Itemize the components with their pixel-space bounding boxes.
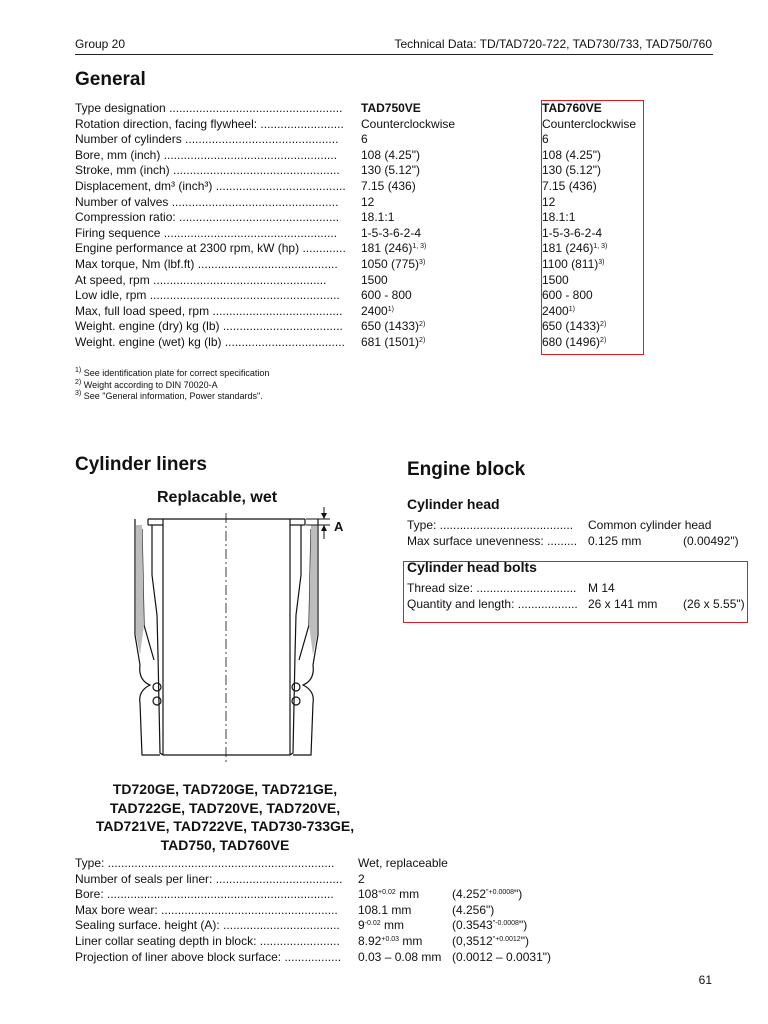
- value-text: 600 - 800: [542, 288, 593, 303]
- general-heading: General: [75, 69, 146, 90]
- tolerance: "+0.0012: [492, 936, 521, 943]
- metric-value: 0.125 mm: [588, 534, 642, 548]
- footnote-ref: 2): [600, 337, 607, 344]
- value-text: 7.15 (436): [361, 179, 416, 193]
- value-text: 1-5-3-6-2-4: [361, 225, 422, 240]
- tad750ve-value: [361, 334, 425, 350]
- value-text: 2: [358, 871, 365, 886]
- value-text: (4.256"): [452, 902, 495, 917]
- tad750ve-value: [361, 194, 374, 210]
- value-text: 181 (246): [542, 241, 594, 256]
- value-text: 181 (246): [361, 241, 413, 256]
- cylinder-liner-drawing: [130, 505, 355, 770]
- header-group: Group 20: [75, 37, 126, 51]
- value-text: 7.15 (436): [542, 179, 597, 193]
- spec-label: Type: ....................................................................: [75, 856, 335, 870]
- tad760ve-highlight-box: [541, 100, 644, 355]
- metric-value: [358, 917, 404, 933]
- footnote-ref: 1): [387, 305, 394, 313]
- dimension-a-label: A: [334, 519, 344, 534]
- value-text: 681 (1501): [361, 335, 420, 349]
- footnote-ref: 1, 3): [412, 243, 427, 251]
- tad750ve-value: [361, 209, 394, 225]
- header-title: Technical Data: TD/TAD720-722, TAD730/733, TAD750/760: [394, 37, 712, 51]
- spec-label: Type designation ....................................................: [75, 101, 343, 115]
- tad750ve-value: [361, 225, 421, 241]
- value-text: (0.0012 – 0.0031"): [452, 949, 551, 964]
- tad750ve-value: [361, 256, 425, 272]
- value-text: 1-5-3-6-2-4: [542, 225, 603, 240]
- value-text: 650 (1433): [542, 319, 601, 334]
- footnote: [75, 380, 218, 390]
- footnote-ref: 1): [568, 305, 575, 313]
- footnote-ref: 2): [600, 321, 607, 329]
- header-rule: [75, 54, 713, 55]
- tad750ve-value: [361, 272, 388, 288]
- value-text: 600 - 800: [361, 288, 412, 303]
- imperial-value: (26 x 5.55"): [683, 597, 745, 611]
- imperial-value: [452, 917, 527, 933]
- value-text: TAD760VE: [542, 101, 602, 115]
- footnote: [75, 391, 263, 401]
- tolerance: +0.02: [378, 889, 396, 897]
- spec-label: Engine performance at 2300 rpm, kW (hp) .............: [75, 241, 346, 256]
- spec-label: Type: ........................................: [407, 518, 574, 532]
- tolerance: "+0.0008: [486, 889, 515, 897]
- spec-label: Displacement, dm³ (inch³) .......................................: [75, 179, 346, 193]
- model-line: TD720GE, TAD720GE, TAD721GE,: [112, 781, 338, 797]
- value-text: 1500: [542, 272, 569, 287]
- tad750ve-value: [361, 178, 416, 194]
- footnote-ref: 3): [419, 259, 426, 266]
- value-text: 18.1:1: [361, 210, 395, 225]
- footnote-ref: 1, 3): [593, 243, 608, 251]
- metric-value: M 14: [588, 581, 615, 595]
- imperial-value: [452, 949, 551, 965]
- tad750ve-value: [361, 116, 455, 132]
- value-text: 2400: [361, 303, 388, 318]
- value-text: 0.03 – 0.08 mm: [358, 949, 442, 964]
- spec-label: Bore, mm (inch) ....................................................: [75, 147, 338, 162]
- value-text: Wet, replaceable: [358, 856, 448, 870]
- cylinder-head-bolts-heading: Cylinder head bolts: [407, 559, 537, 575]
- model-line: TAD750, TAD760VE: [160, 836, 290, 853]
- tolerance: +0.03: [381, 936, 400, 943]
- value-text: 108: [358, 887, 379, 902]
- closing: "): [520, 934, 529, 948]
- metric-value: [358, 933, 422, 949]
- value-text: (0.3543: [452, 918, 493, 933]
- value-text: 108 (4.25"): [361, 147, 420, 162]
- model-list: [60, 780, 390, 854]
- cylinder-liners-heading: Cylinder liners: [75, 454, 207, 475]
- footnote-mark: 2): [75, 378, 82, 386]
- value-text: 1100 (811): [542, 257, 599, 271]
- tad750ve-value: [361, 318, 425, 334]
- spec-label: Max surface unevenness: .........: [407, 534, 578, 548]
- spec-label: Compression ratio: ................................................: [75, 210, 340, 225]
- tad750ve-value: [361, 162, 420, 178]
- spec-label: Projection of liner above block surface: .................: [75, 949, 342, 964]
- spec-label: Low idle, rpm .........................................................: [75, 288, 340, 303]
- value-text: 9: [358, 918, 365, 933]
- spec-label: Rotation direction, facing flywheel: .........................: [75, 116, 344, 131]
- metric-value: [358, 855, 448, 871]
- spec-label: Number of cylinders ..............................................: [75, 132, 339, 147]
- metric-value: 26 x 141 mm: [588, 597, 658, 611]
- spec-label: Weight. engine (wet) kg (lb) ....................................: [75, 335, 345, 349]
- value-text: 108 (4.25"): [542, 147, 601, 162]
- value-text: 12: [542, 194, 556, 209]
- cylinder-head-heading: Cylinder head: [407, 496, 500, 512]
- spec-label: Quantity and length: ..................: [407, 597, 578, 611]
- metric-value: [358, 902, 411, 918]
- value-text: 130 (5.12"): [361, 163, 420, 178]
- footnote: [75, 368, 269, 378]
- closing: "): [514, 887, 523, 902]
- closing: "): [518, 918, 528, 933]
- value-text: 12: [361, 194, 375, 209]
- value-text: 650 (1433): [361, 319, 420, 334]
- unit: mm: [380, 918, 404, 933]
- spec-label: Weight. engine (dry) kg (lb) ....................................: [75, 319, 343, 334]
- value-text: (4.252: [452, 887, 487, 902]
- footnote-text: See identification plate for correct specification: [81, 368, 270, 378]
- value-text: TAD750VE: [361, 101, 421, 115]
- value-text: 2400: [542, 303, 569, 318]
- footnote-ref: 3): [598, 259, 605, 266]
- unit: mm: [399, 934, 423, 948]
- liner-figure-caption: Replacable, wet: [157, 489, 278, 506]
- value-text: 130 (5.12"): [542, 163, 601, 178]
- imperial-value: [452, 933, 529, 949]
- spec-label: Liner collar seating depth in block: ........................: [75, 934, 340, 948]
- footnote-text: See "General information, Power standards".: [81, 391, 263, 401]
- value-text: 6: [361, 132, 368, 147]
- footnote-mark: 1): [75, 367, 82, 374]
- metric-value: Common cylinder head: [588, 518, 712, 532]
- value-text: 18.1:1: [542, 210, 576, 225]
- imperial-value: (0.00492"): [683, 534, 739, 548]
- footnote-text: Weight according to DIN 70020-A: [81, 379, 218, 390]
- tad750ve-value: [361, 147, 420, 163]
- tad750ve-value: [361, 287, 412, 303]
- metric-value: [358, 886, 419, 902]
- value-text: Counterclockwise: [361, 116, 456, 131]
- model-line: TAD721VE, TAD722VE, TAD730-733GE,: [95, 818, 355, 834]
- spec-label: Thread size: ..............................: [407, 581, 577, 595]
- spec-label: Max torque, Nm (lbf.ft) ..........................................: [75, 257, 338, 271]
- spec-label: At speed, rpm ....................................................: [75, 272, 327, 287]
- imperial-value: [452, 902, 494, 918]
- spec-label: Firing sequence ....................................................: [75, 225, 338, 240]
- unit: mm: [395, 887, 420, 902]
- spec-label: Max bore wear: .....................................................: [75, 902, 338, 917]
- value-text: 680 (1496): [542, 335, 601, 349]
- value-text: Counterclockwise: [542, 116, 637, 131]
- metric-value: [358, 871, 365, 887]
- value-text: 1500: [361, 272, 388, 287]
- model-line: TAD722GE, TAD720VE, TAD720VE,: [109, 799, 341, 816]
- tad750ve-value: [361, 303, 394, 319]
- value-text: 6: [542, 132, 549, 147]
- spec-label: Sealing surface. height (A): ...................................: [75, 918, 340, 933]
- tad750ve-value: [361, 100, 421, 116]
- page-number: 61: [698, 973, 712, 987]
- footnote-ref: 2): [419, 321, 426, 329]
- imperial-value: [452, 886, 522, 902]
- spec-label: Stroke, mm (inch) ..................................................: [75, 163, 340, 178]
- footnote-mark: 3): [75, 390, 82, 397]
- spec-label: Number of valves ..................................................: [75, 194, 339, 209]
- tolerance: -0.02: [364, 920, 381, 928]
- tolerance: "-0.0008: [492, 920, 519, 928]
- value-text: 8.92: [358, 934, 382, 948]
- value-text: (0,3512: [452, 934, 493, 948]
- tad750ve-value: [361, 240, 426, 256]
- spec-label: Number of seals per liner: ......................................: [75, 871, 343, 886]
- engine-block-heading: Engine block: [407, 459, 526, 480]
- metric-value: [358, 949, 441, 965]
- footnote-ref: 2): [419, 337, 426, 344]
- spec-label: Bore: ....................................................................: [75, 887, 334, 902]
- value-text: 108.1 mm: [358, 902, 412, 917]
- spec-label: Max, full load speed, rpm .......................................: [75, 303, 343, 318]
- value-text: 1050 (775): [361, 257, 420, 271]
- tad750ve-value: [361, 131, 368, 147]
